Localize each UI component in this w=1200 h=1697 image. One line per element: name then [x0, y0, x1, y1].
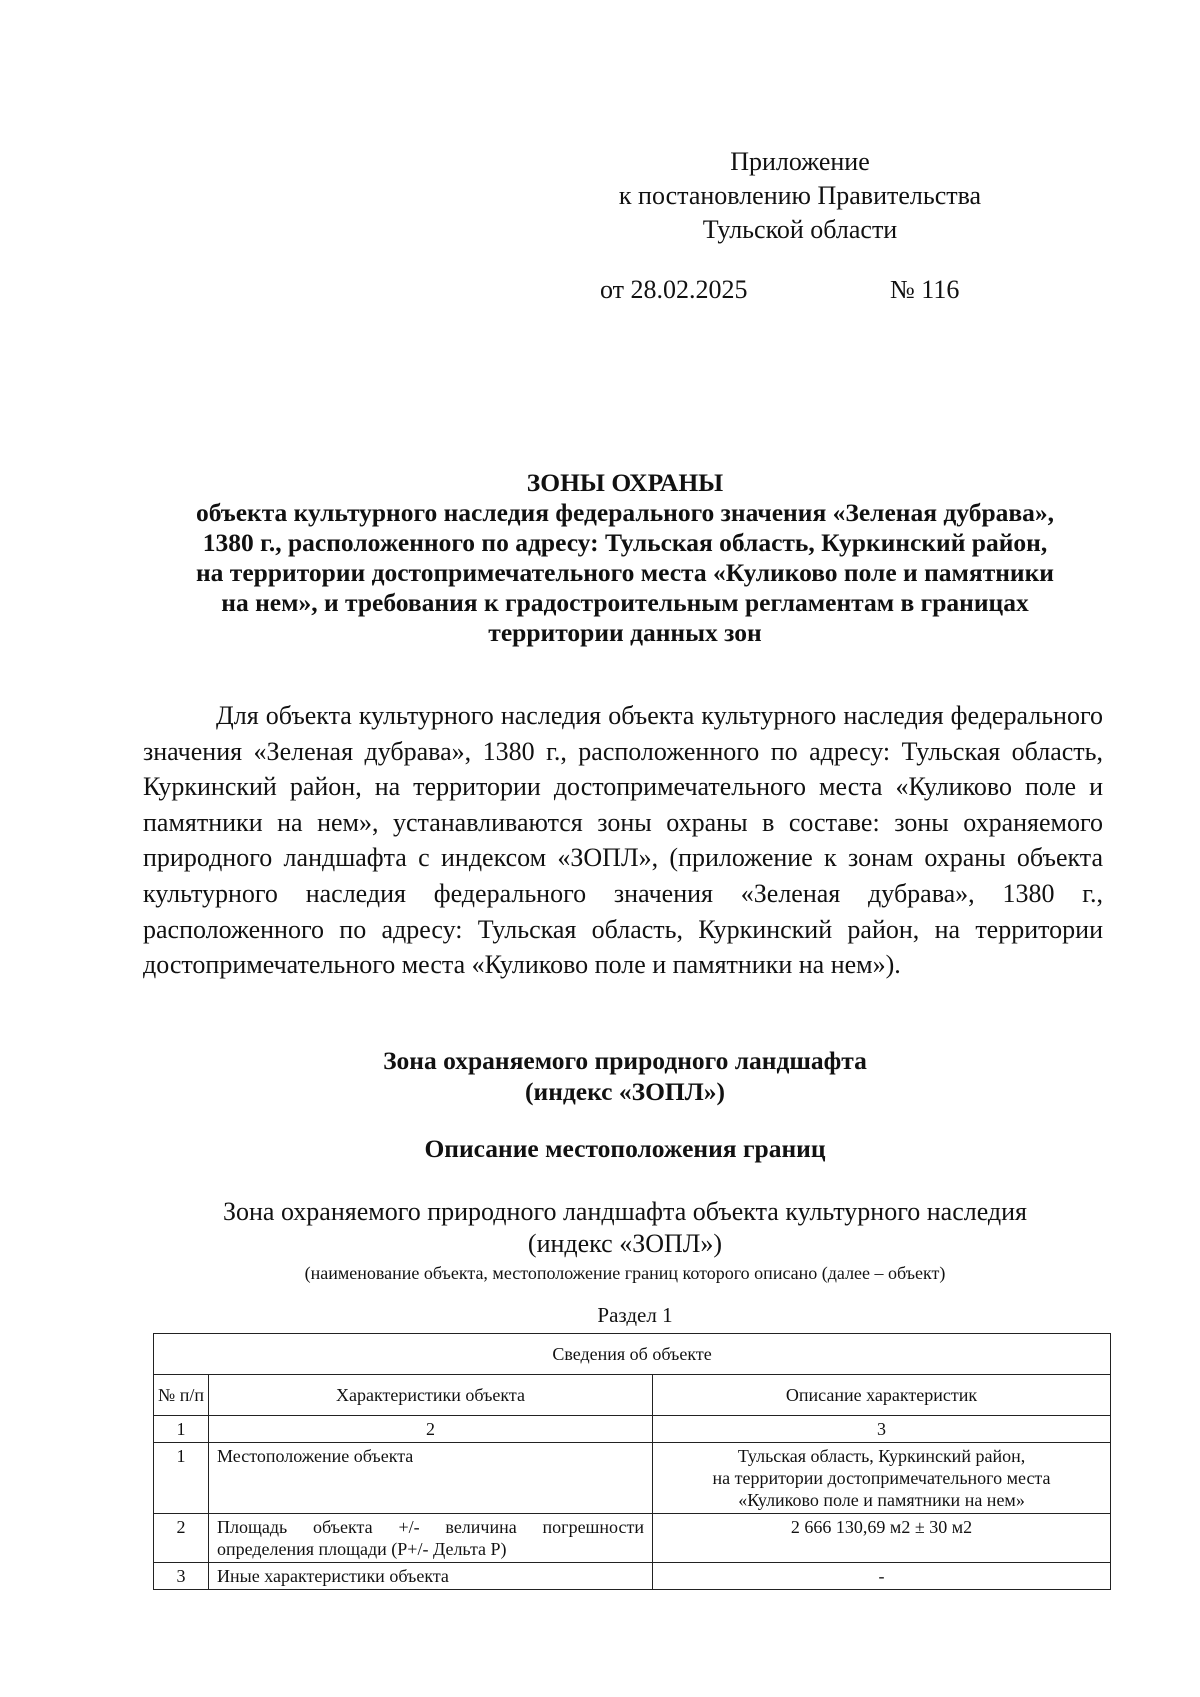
appendix-header: [590, 145, 1010, 247]
row-characteristic: Иные характеристики объекта: [209, 1563, 653, 1590]
object-info-table: [153, 1333, 1111, 1590]
row-number: 1: [154, 1443, 209, 1514]
description-line: Тульская область, Куркинский район,: [737, 1446, 1026, 1466]
body-paragraph: Для объекта культурного наследия объекта культурного наследия федерального значения «Зеленая дубрава», 1380 г., расположенного по адресу: Тульская область, Куркинский район, на территории достопримечательного места «Куликово поле и памятники на нем», устанавливаются зоны охраны в составе: зоны охраняемого природного ландшафта с индексом «ЗОПЛ», (приложение к зонам охраны объекта культурного наследия федерального значения «Зеленая дубрава», 1380 г., расположенного по адресу: Тульская область, Куркинский район, на территории достопримечательного места «Куликово поле и памятники на нем»).: [143, 701, 1103, 980]
numbering-cell: 1: [154, 1416, 209, 1443]
table-title: Сведения об объекте: [154, 1334, 1111, 1375]
row-description: -: [653, 1563, 1111, 1590]
characteristic-line: определения площади (Р+/- Дельта Р): [217, 1539, 507, 1559]
document-date: от 28.02.2025: [600, 275, 748, 304]
table-row: [154, 1443, 1111, 1514]
section-label: Раздел 1: [597, 1303, 673, 1327]
title-line-3: 1380 г., расположенного по адресу: Тульская область, Куркинский район,: [202, 528, 1048, 557]
title-line-5: на нем», и требования к градостроительным регламентам в границах: [221, 588, 1029, 617]
title-line-2: объекта культурного наследия федерального значения «Зеленая дубрава»,: [195, 498, 1055, 527]
zone-heading-line-1: Зона охраняемого природного ландшафта: [383, 1046, 867, 1075]
row-characteristic: Местоположение объекта: [209, 1443, 653, 1514]
document-number: № 116: [890, 275, 960, 304]
numbering-cell: 3: [653, 1416, 1111, 1443]
header-description: Описание характеристик: [653, 1375, 1111, 1416]
title-line-1: ЗОНЫ ОХРАНЫ: [526, 468, 724, 497]
table-title-row: [154, 1334, 1111, 1375]
row-number: 3: [154, 1563, 209, 1590]
zone-name-line-1: Зона охраняемого природного ландшафта объекта культурного наследия: [222, 1197, 1028, 1226]
table-row: [154, 1563, 1111, 1590]
table-numbering-row: [154, 1416, 1111, 1443]
appendix-line-2: к постановлению Правительства: [618, 181, 982, 210]
description-heading: Описание местоположения границ: [424, 1134, 826, 1163]
header-number: № п/п: [154, 1375, 209, 1416]
appendix-line-1: Приложение: [730, 147, 870, 176]
document-title: [130, 468, 1120, 648]
row-number: 2: [154, 1514, 209, 1563]
title-line-6: территории данных зон: [488, 618, 762, 647]
title-line-4: на территории достопримечательного места «Куликово поле и памятники: [195, 558, 1054, 587]
row-characteristic: [209, 1514, 653, 1563]
header-characteristic: Характеристики объекта: [209, 1375, 653, 1416]
zone-caption: (наименование объекта, местоположение границ которого описано (далее – объект): [304, 1263, 946, 1283]
characteristic-line: Площадь объекта +/- величина погрешности: [217, 1517, 644, 1537]
zone-name-line-2: (индекс «ЗОПЛ»): [527, 1229, 723, 1258]
numbering-cell: 2: [209, 1416, 653, 1443]
row-description: [653, 1443, 1111, 1514]
zone-heading: [130, 1045, 1120, 1107]
description-line: «Куликово поле и памятники на нем»: [738, 1490, 1025, 1510]
row-description: 2 666 130,69 м2 ± 30 м2: [653, 1514, 1111, 1563]
zone-name: [130, 1196, 1120, 1260]
zone-heading-line-2: (индекс «ЗОПЛ»): [525, 1077, 725, 1106]
table-row: [154, 1514, 1111, 1563]
description-line: на территории достопримечательного места: [712, 1468, 1051, 1488]
table-header-row: [154, 1375, 1111, 1416]
appendix-line-3: Тульской области: [702, 215, 898, 244]
